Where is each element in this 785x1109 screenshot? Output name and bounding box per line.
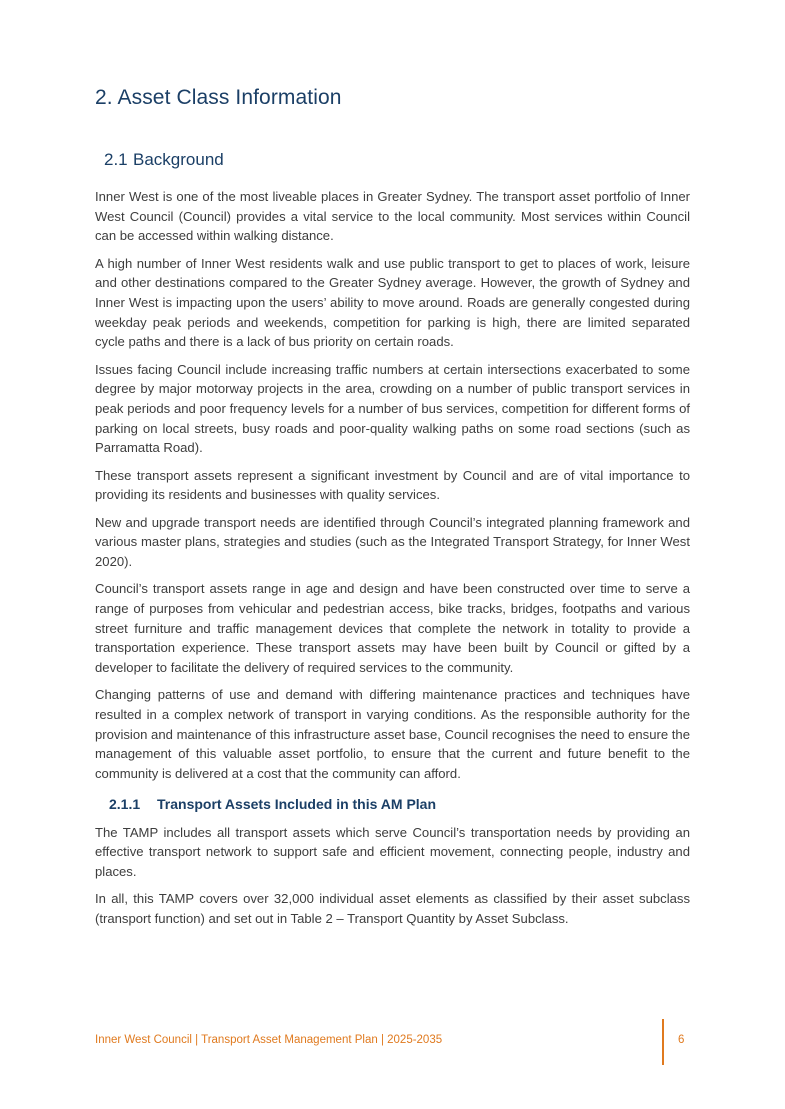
paragraph: Council’s transport assets range in age and design and have been constructed over time to serve a range of purposes from vehicular and pedestrian access, bike tracks, bridges, footpaths and various street furniture and traffic management devices that complete the network in totality to provide a transportation experience. These transport assets may have been built by Council or gifted by a developer to facilitate the delivery of required services to the community. <box>95 581 690 675</box>
paragraph: In all, this TAMP covers over 32,000 individual asset elements as classified by their asset subclass (transport function) and set out in Table 2 – Transport Quantity by Asset Subclass. <box>95 891 690 926</box>
paragraph: Issues facing Council include increasing traffic numbers at certain intersections exacerbated to some degree by major motorway projects in the area, crowding on a number of public transport services in peak periods and poor frequency levels for a number of bus services, competition for different forms of parking on local streets, busy roads and poor-quality walking paths on some road sections (such as Parramatta Road). <box>95 361 690 456</box>
paragraph: Inner West is one of the most liveable places in Greater Sydney. The transport asset portfolio of Inner West Council (Council) provides a vital service to the local community. Most services within Council can be accessed within walking distance. <box>95 189 690 244</box>
footer-text: Inner West Council | Transport Asset Management Plan | 2025-2035 <box>95 1034 443 1046</box>
subsection-title: Transport Assets Included in this AM Plan <box>157 795 437 812</box>
paragraph: Changing patterns of use and demand with differing maintenance practices and techniques have resulted in a complex network of transport in varying conditions. As the responsible authority for the provision and maintenance of this infrastructure asset base, Council recognises the need to ensure the management of this valuable asset portfolio, to ensure that the current and future benefit to the community is delivered at a cost that the community can afford. <box>95 687 690 781</box>
paragraph: A high number of Inner West residents walk and use public transport to get to places of work, leisure and other destinations compared to the Greater Sydney average. However, the growth of Sydney and Inner West is impacting upon the users’ ability to move around. Roads are generally congested during weekday peak periods and weekends, competition for parking is high, there are limited separated cycle paths and there is a lack of bus priority on certain roads. <box>95 255 690 350</box>
section-title: Background <box>133 150 224 169</box>
section-number: 2.1 <box>104 150 128 169</box>
section-heading <box>104 150 224 170</box>
subsection-heading <box>109 795 690 814</box>
paragraph: New and upgrade transport needs are identified through Council’s integrated planning framework and various master plans, strategies and studies (such as the Integrated Transport Strategy, for Inner West 2020). <box>95 514 690 569</box>
subsection-number: 2.1.1 <box>109 795 141 812</box>
paragraph: The TAMP includes all transport assets which serve Council’s transportation needs by providing an effective transport network to support safe and efficient movement, connecting people, industry and places. <box>95 824 690 880</box>
footer-divider <box>662 1019 664 1065</box>
body-content <box>95 187 690 936</box>
page-title: 2. Asset Class Information <box>95 86 342 109</box>
page-number: 6 <box>678 1034 685 1046</box>
paragraph: These transport assets represent a significant investment by Council and are of vital importance to providing its residents and businesses with quality services. <box>95 467 690 503</box>
